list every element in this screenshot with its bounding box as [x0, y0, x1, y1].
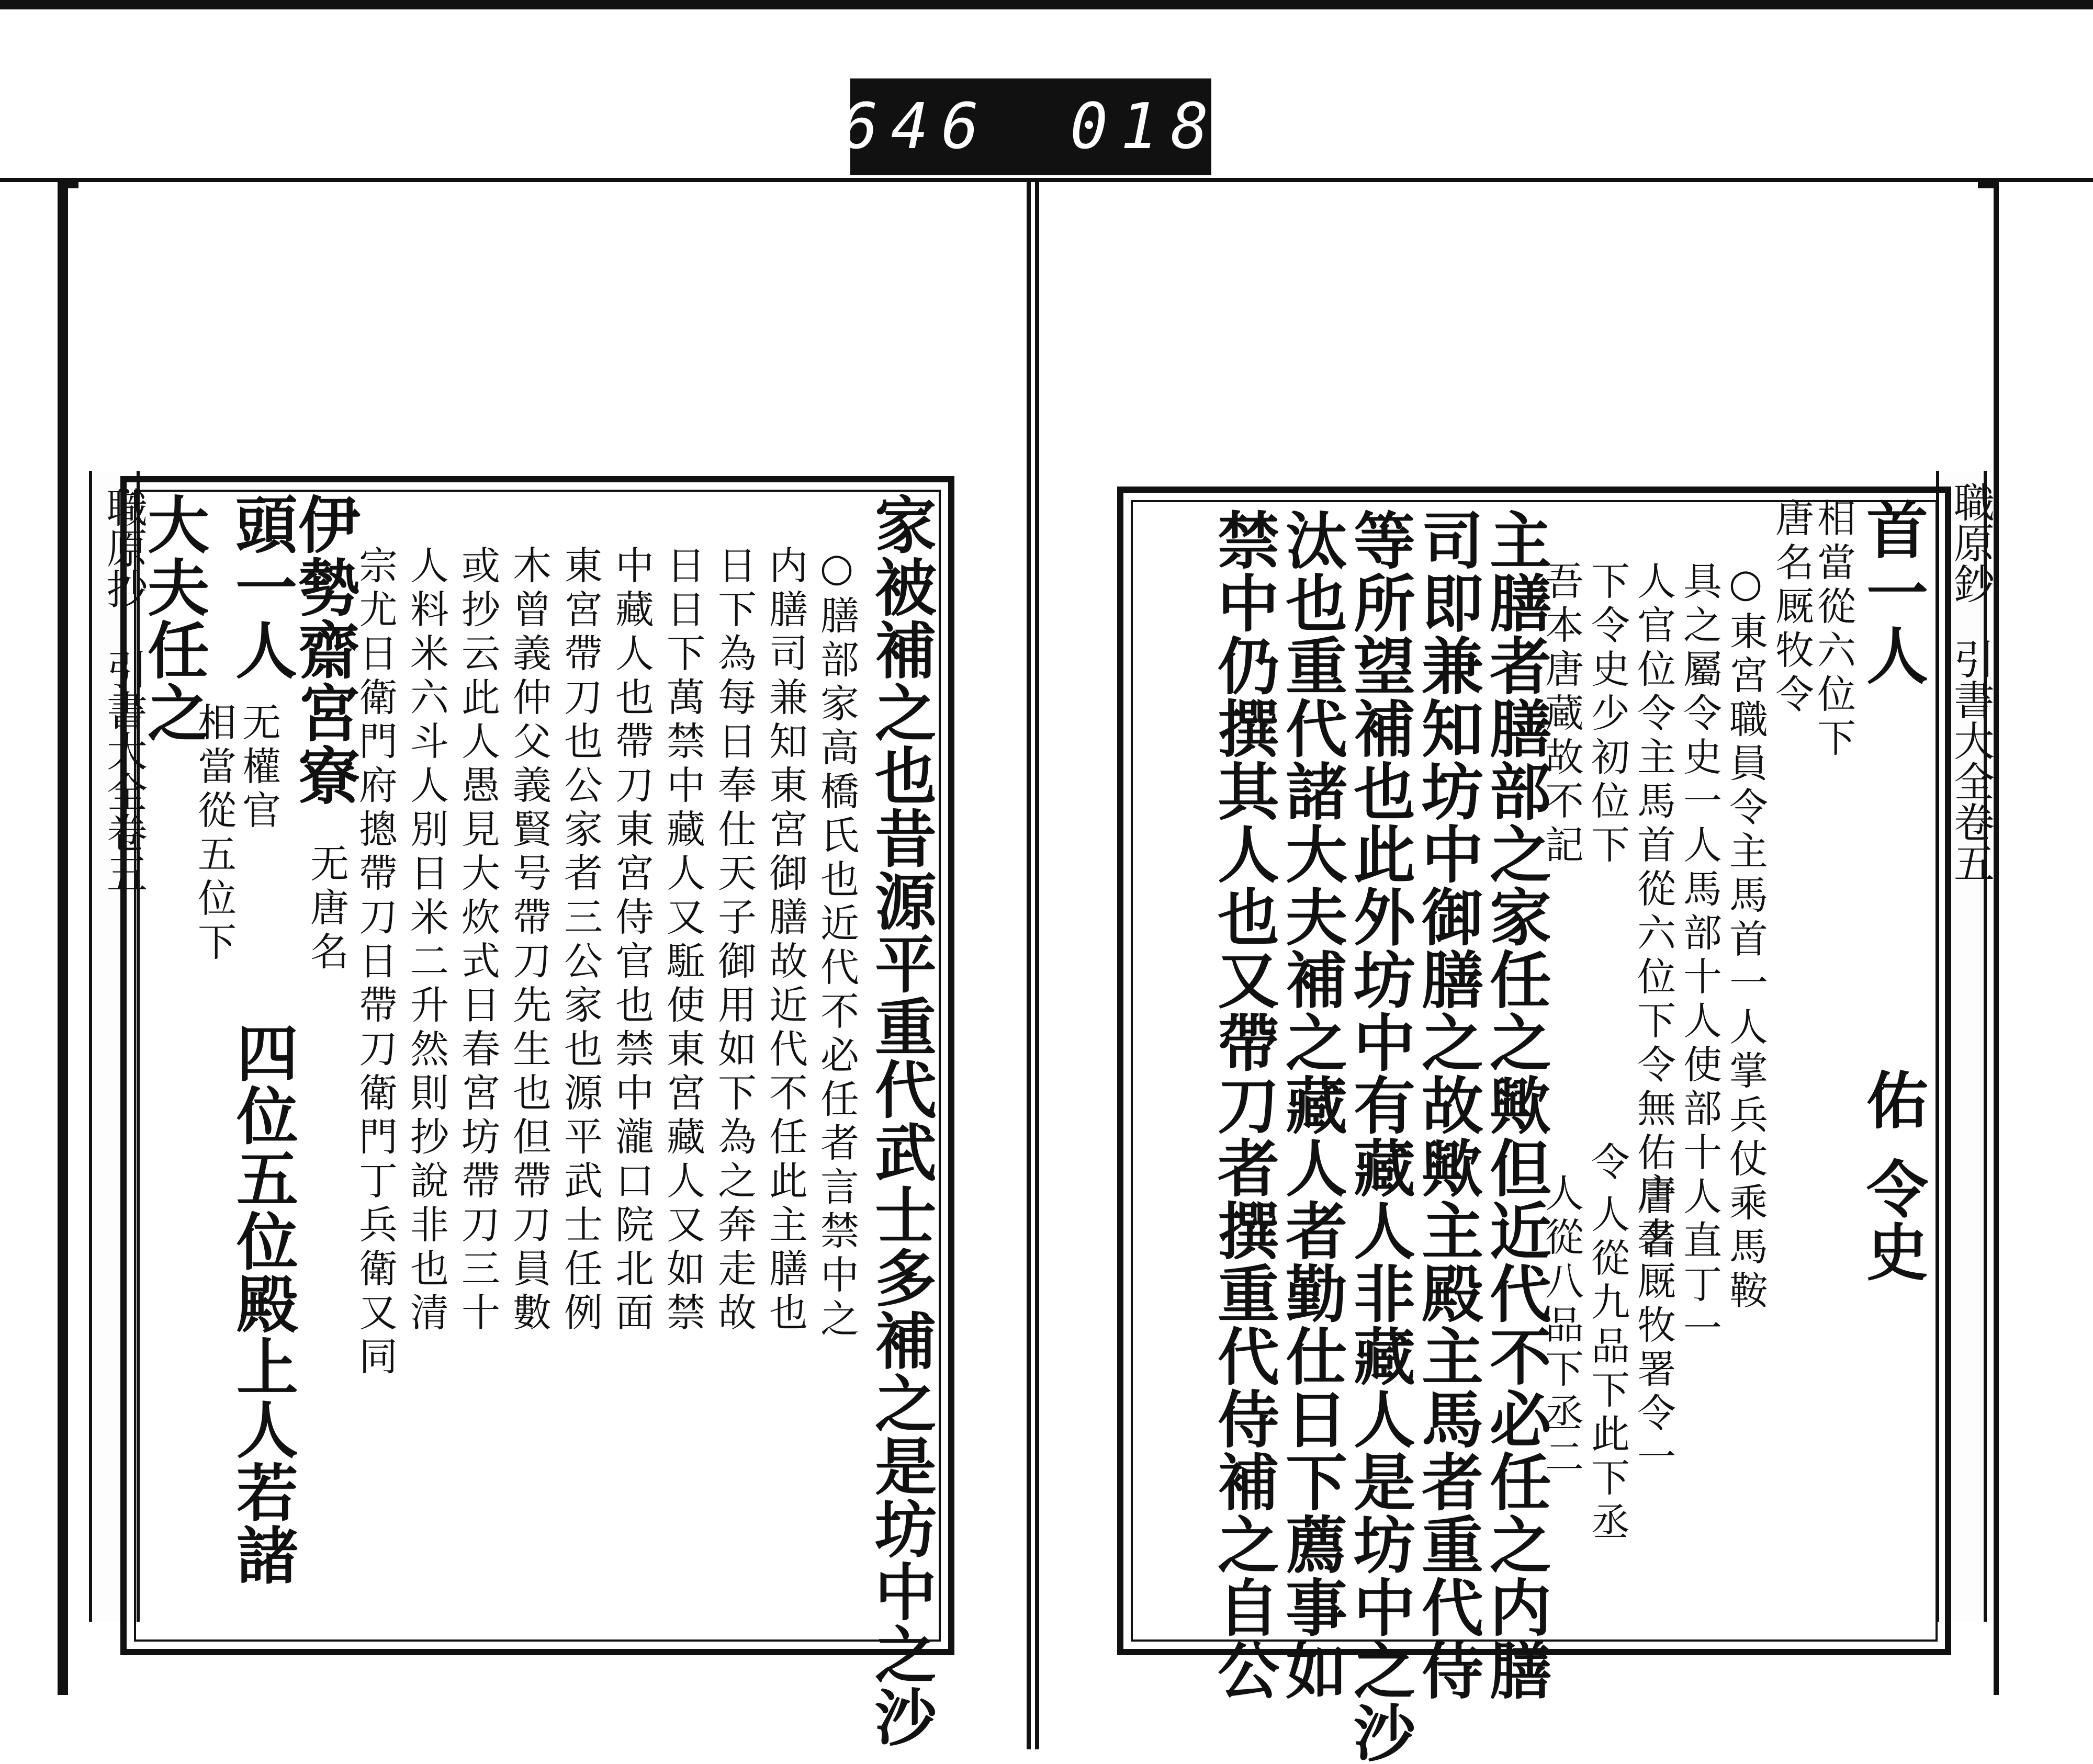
right-col-3b: 唐書厩牧署令一 [1631, 1173, 1676, 1480]
book-top-edge [0, 178, 2093, 182]
left-note-3: 相當從五位下 [192, 702, 237, 966]
right-col-5: 吾本唐蔵故不記 [1539, 561, 1584, 868]
right-heading-head: 首一人 [1856, 498, 1929, 686]
left-col-7: 東宮帶刀也公家者三公家也源平武士任例 [558, 545, 603, 1336]
right-col-5b: 人從八品下丞二 [1539, 1173, 1584, 1480]
reel-code-right: 018 [1070, 91, 1221, 163]
left-col-6: 中藏人也帶刀東宮侍官也禁中瀧口院北面 [609, 545, 654, 1336]
reel-code-left: 646 [840, 91, 992, 163]
top-border [0, 0, 2093, 9]
left-heading-head: 頭一人 [225, 493, 298, 681]
right-col-3: 人官位令主馬首從六位下令無佑唐名 [1631, 561, 1676, 1264]
left-col-1: 家被補之也昔源平重代武士多補之是坊中之沙 [864, 493, 937, 1748]
right-col-2: 具之屬令史一人馬部十人使部十人直丁一 [1677, 561, 1722, 1352]
left-running-title: 引書大全卷五 [100, 649, 147, 894]
gutter-left [1027, 178, 1031, 1749]
left-col-5: 日日下萬禁中藏人又駈使東宮藏人又如禁 [660, 545, 705, 1336]
right-note-rank: 相當從六位下 [1811, 498, 1856, 762]
right-col-8: 等所望補也此外坊中有藏人非藏人是坊中之沙 [1343, 508, 1416, 1764]
right-side-title: 職原鈔 [1947, 481, 1994, 604]
right-col-4b: 令 [1585, 1141, 1630, 1185]
left-col-10: 人料米六斗人別日米二升然則抄說非也清 [404, 545, 449, 1336]
left-col-rank: 四位五位殿上人若諸 [226, 1021, 299, 1586]
right-text-frame [1117, 487, 1951, 1764]
left-heading-ise: 伊勢齋宮寮 [288, 493, 361, 807]
left-col-3: 内膳司兼知東宮御膳故近代不任此主膳也 [763, 545, 808, 1336]
right-heading-reishi: 令史 [1856, 1157, 1929, 1283]
left-col-2: ○膳部家高橋氏也近代不必任者言禁中之 [814, 545, 859, 1342]
right-running-title: 引書大全卷五 [1947, 638, 1994, 883]
left-note-1: 无唐名 [304, 843, 349, 975]
left-col-last: 大夫任之 [137, 493, 210, 744]
left-side-title: 職原抄 [100, 487, 147, 609]
left-note-2: 无權官 [236, 702, 281, 834]
gutter-right [1035, 178, 1039, 1749]
left-col-9: 或抄云此人愚見大炊式日春宮坊帶刀三十 [455, 545, 500, 1336]
right-note-tang: 唐名厩牧令 [1769, 498, 1814, 718]
right-heading-suke: 佑 [1856, 1068, 1929, 1131]
right-col-4c: 人從九品下此下丞 [1585, 1194, 1630, 1545]
left-col-8: 木曾義仲父義賢号帶刀先生也但帶刀員數 [507, 545, 552, 1336]
right-col-10: 禁中仍撰其人也又帶刀者撰重代侍補之自公 [1207, 508, 1280, 1701]
left-text-frame [120, 476, 954, 1748]
right-col-9: 汰也重代諸大夫補之藏人者勤仕日下薦事如 [1275, 508, 1348, 1701]
reel-code-label [840, 78, 1221, 175]
left-col-11: 宗尤日衛門府摠帶刀日帶刀衛門丁兵衛又同 [353, 545, 398, 1380]
right-col-1: ○東宮職員令主馬首一人掌兵仗乘馬鞍 [1723, 561, 1768, 1314]
right-col-4: 下令史少初位下 [1585, 561, 1630, 868]
left-col-4: 日下為每日奉仕天子御用如下為之奔走故 [712, 545, 757, 1336]
right-col-7: 司即兼知坊中御膳之故歟主殿主馬者重代侍 [1411, 508, 1484, 1701]
right-col-6: 主膳者膳部之家任之歟但近代不必任之内膳 [1479, 508, 1552, 1701]
